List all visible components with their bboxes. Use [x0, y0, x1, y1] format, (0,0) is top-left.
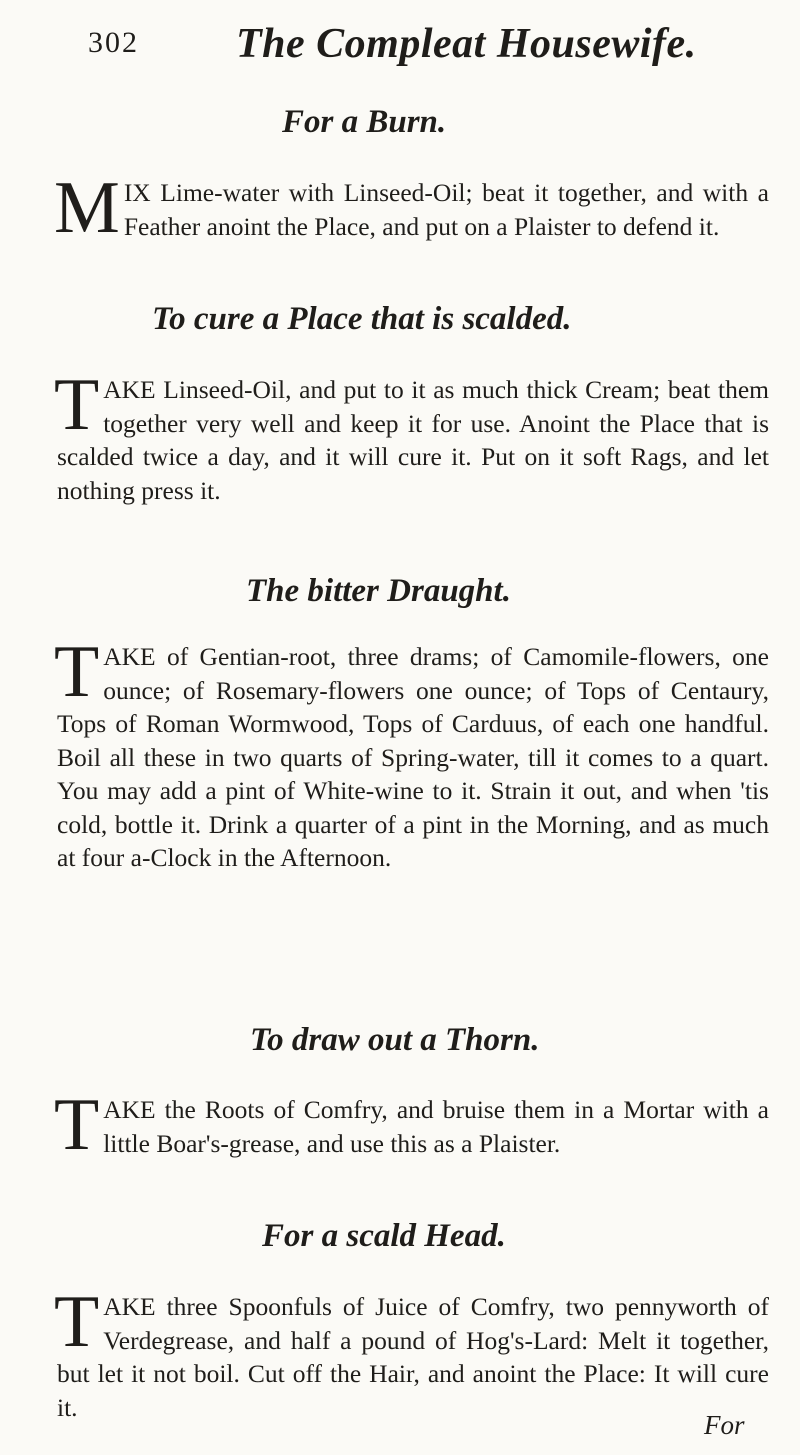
recipe-text: IX Lime-water with Linseed-Oil; beat it together, and with a Feather anoint the Place, and put on a Plaister to defend it. — [123, 178, 769, 241]
book-title: The Compleat Housewife. — [236, 21, 697, 67]
recipe-title-scalded: To cure a Place that is scalded. — [152, 301, 572, 337]
recipe-title-thorn: To draw out a Thorn. — [250, 1022, 540, 1058]
recipe-title-bitter-draught: The bitter Draught. — [246, 573, 511, 609]
recipe-title-burn: For a Burn. — [282, 104, 447, 140]
recipe-text: AKE Linseed-Oil, and put to it as much thick Cream; beat them together very well and keep it for use. Anoint the Place that is scalded twice a day, and it will cure it. Put on it soft Rags, and let nothing press it. — [57, 375, 769, 505]
drop-cap: M — [54, 167, 120, 249]
recipe-text: AKE the Roots of Comfry, and bruise them in a Mortar with a little Boar's-grease, and use this as a Plaister. — [103, 1095, 769, 1158]
catchword: For — [704, 1410, 745, 1440]
drop-cap: T — [54, 1281, 100, 1363]
recipe-text: AKE of Gentian-root, three drams; of Camomile-flowers, one ounce; of Rosemary-flowers one ounce; of Tops of Centaury, Tops of Roman Wormwood, Tops of Carduus, of each one handful. Boil all these in two quarts of Spring-water, till it comes to a quart. You may add a pint of White-wine to it. Strain it out, and when 'tis cold, bottle it. Drink a quarter of a pint in the Morning, and as much at four a-Clock in the Afternoon. — [57, 642, 769, 872]
running-head — [88, 18, 768, 78]
drop-cap: T — [54, 1084, 100, 1166]
recipe-body-bitter-draught — [54, 631, 769, 875]
recipe-body-scalded — [54, 364, 769, 507]
recipe-body-burn — [54, 167, 769, 249]
page-number: 302 — [88, 26, 139, 59]
recipe-body-scald-head — [54, 1281, 769, 1424]
drop-cap: T — [54, 631, 100, 713]
recipe-body-thorn — [54, 1084, 769, 1166]
recipe-title-scald-head: For a scald Head. — [262, 1218, 506, 1254]
recipe-text: AKE three Spoonfuls of Juice of Comfry, two pennyworth of Verdegrease, and half a pound of Hog's-Lard: Melt it together, but let it not boil. Cut off the Hair, and anoint the Place: It will cure it. — [57, 1292, 769, 1422]
drop-cap: T — [54, 364, 100, 446]
